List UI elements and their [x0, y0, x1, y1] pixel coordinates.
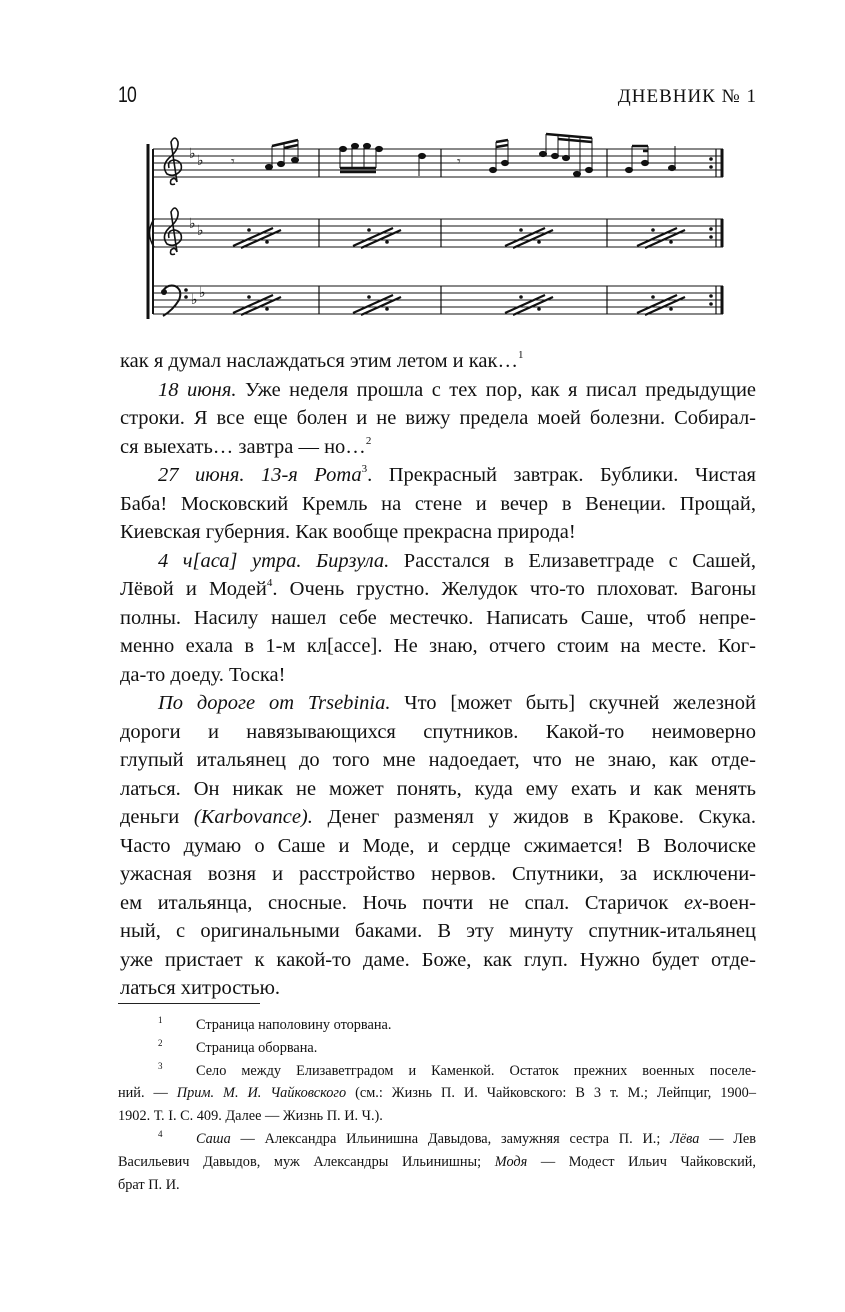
footnote-text: 1902. Т. I. С. 409. Далее — Жизнь П. И. Ч.). — [118, 1108, 383, 1125]
treble-clef-1 — [164, 138, 181, 185]
svg-text:♭: ♭ — [199, 285, 206, 301]
text-line: ужасная возня и расстройство нервов. Спутники, за исключени- — [120, 863, 756, 885]
svg-text:𝄾: 𝄾 — [231, 154, 235, 170]
footnote-3 — [118, 1060, 756, 1128]
text-line: Киевская губерния. Как вообще прекрасна природа! — [120, 521, 576, 543]
text-line: латься. Он никак не может понять, куда ему ехать и как менять — [120, 777, 756, 800]
footnote-text: ний. — Прим. М. И. Чайковского (см.: Жизнь П. И. Чайковского: В 3 т. М.; Лейпциг, 1900– — [118, 1085, 756, 1102]
footnotes — [118, 1014, 756, 1196]
text-line: ный, с оригинальными баками. В эту минуту спутник-итальянец — [120, 920, 756, 942]
svg-text:♭: ♭ — [189, 216, 196, 232]
footnote-number: 4 — [158, 1128, 163, 1139]
footnote-number: 1 — [158, 1015, 163, 1025]
text-line: как я думал наслаждаться этим летом и как…$^1$ — [120, 349, 524, 372]
footnote-text: брат П. И. — [118, 1176, 180, 1193]
footnote-divider — [118, 1003, 260, 1004]
footnote-2 — [118, 1037, 756, 1060]
footnote-number: 2 — [158, 1037, 163, 1048]
svg-text:♭: ♭ — [189, 146, 196, 162]
entry-trsebinia: По дороге от Trsebinia. Что [может быть] скучней железной — [158, 692, 756, 714]
svg-text:♭: ♭ — [197, 223, 204, 239]
entry-27-june: 27 июня. 13-я Рота$^3$. Прекрасный завтрак. Бублики. Чистая — [158, 463, 756, 486]
footnote-text: Страница оборвана. — [196, 1039, 318, 1056]
svg-text:𝄾: 𝄾 — [457, 154, 461, 170]
text-line: да-то доеду. Тоска! — [120, 663, 286, 686]
treble-clef-2 — [164, 208, 181, 255]
footnote-text: Саша — Александра Ильинишна Давыдова, замужняя сестра П. И.; Лёва — Лев — [196, 1130, 756, 1147]
svg-text:♭: ♭ — [197, 153, 204, 169]
diary-text — [120, 347, 757, 1003]
footnote-text: Страница наполовину оторвана. — [196, 1017, 392, 1033]
text-line: дороги и навязывающихся спутников. Какой-то неимоверно — [120, 720, 756, 743]
text-line: Баба! Московский Кремль на стене и вечер в Венеции. Прощай, — [120, 492, 756, 515]
text-line: деньги (Karbovance). Денег разменял у жидов в Кракове. Скука. — [120, 806, 756, 828]
text-line: глупый итальянец до того мне надоедает, что не знаю, как отде- — [120, 749, 756, 771]
text-line: уже пристает к какой-то даме. Боже, как глуп. Нужно будет отде- — [120, 948, 756, 971]
footnote-1 — [118, 1014, 756, 1037]
text-line: Лёвой и Модей$^4$. Очень грустно. Желудок что-то плоховат. Вагоны — [120, 577, 756, 600]
text-line: ся выехать… завтра — но…$^2$ — [120, 434, 372, 458]
text-line: ем итальянца, сносные. Ночь почти не спал. Старичок ex-воен- — [120, 891, 756, 914]
music-score — [145, 128, 730, 328]
running-head: ДНЕВНИК № 1 — [617, 86, 757, 107]
footnote-number: 3 — [158, 1060, 163, 1071]
footnote-text: Васильевич Давыдов, муж Александры Ильинишны; Модя — Модест Ильич Чайковский, — [118, 1153, 756, 1170]
footnote-4 — [118, 1128, 756, 1196]
svg-text:♭: ♭ — [191, 292, 198, 308]
text-line: менно ехала в 1-м кл[ассе]. Не знаю, отчего стоим на месте. Ког- — [120, 635, 756, 657]
footnote-text: Село между Елизаветградом и Каменкой. Остаток прежних военных поселе- — [196, 1062, 756, 1079]
text-line: полны. Насилу нашел себе местечко. Написать Саше, чтоб непре- — [120, 606, 756, 629]
staff-1 — [153, 149, 723, 177]
entry-18-june: 18 июня. Уже неделя прошла с тех пор, как я писал предыдущие — [158, 378, 757, 401]
entry-birzula: 4 ч[аса] утра. Бирзула. Расстался в Елизаветграде с Сашей, — [158, 549, 756, 572]
text-line: Часто думаю о Саше и Моде, и сердце сжимается! В Волочиске — [120, 834, 756, 857]
page-number: 10 — [118, 82, 136, 107]
text-line: строки. Я все еще болен и не вижу предела моей болезни. Собирал- — [120, 407, 756, 429]
text-line: латься хитростью. — [120, 977, 281, 999]
